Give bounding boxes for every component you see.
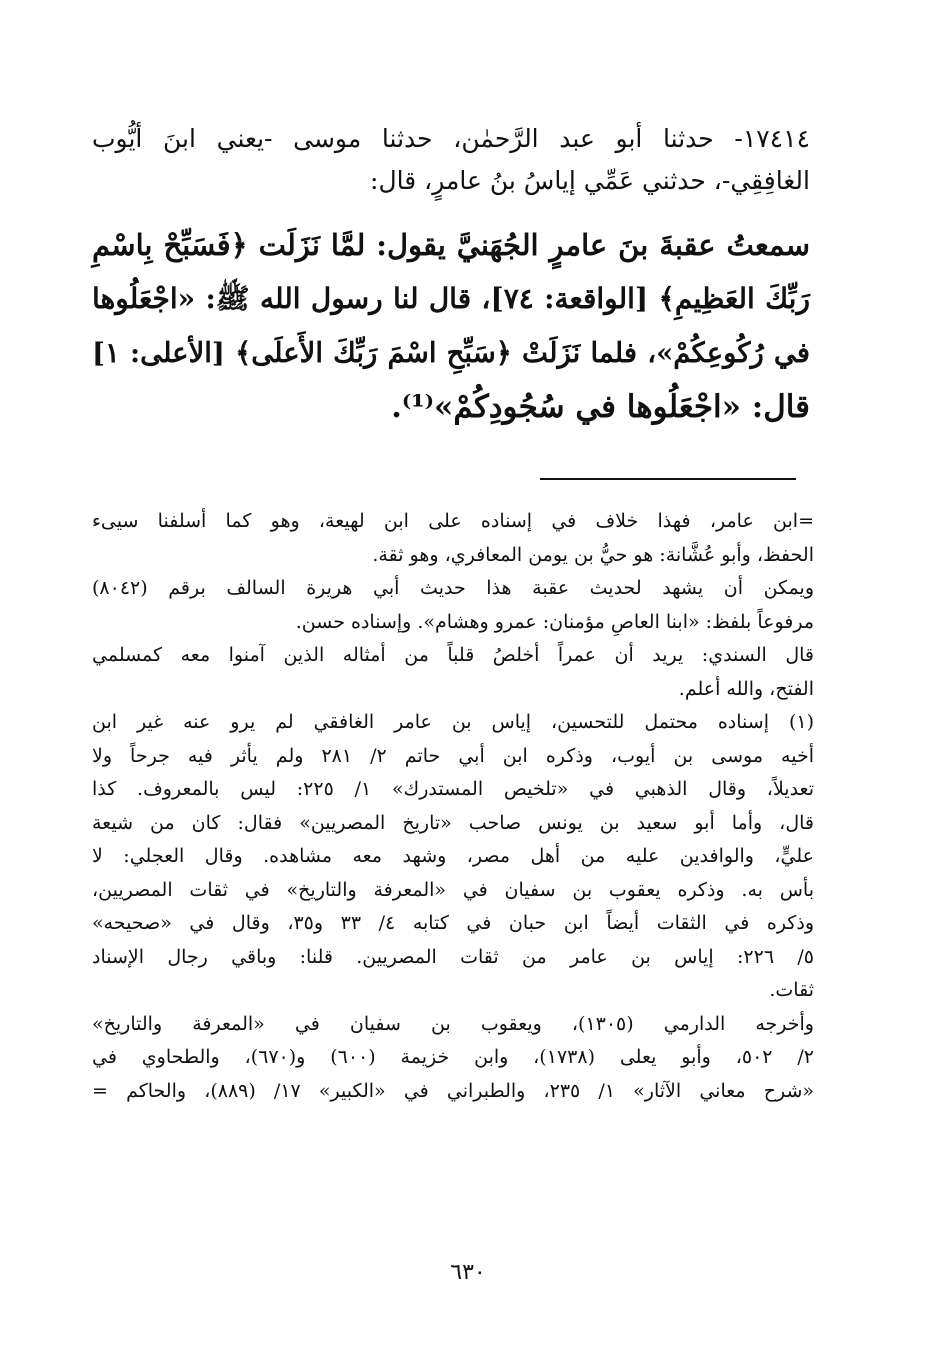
footnote-paragraph (92, 505, 814, 572)
footnote-line: قال، وأما أبو سعيد بن يونس صاحب «تاريخ المصريين» فقال: كان من شيعة (92, 811, 814, 834)
footnote-line: قال السندي: يريد أن عمراً أخلصُ قلباً من أمثاله الذين آمنوا معه كمسلمي (92, 644, 814, 666)
hadith-chain-line: ١٧٤١٤- حدثنا أبو عبد الرَّحمٰن، حدثنا موسى -يعني ابنَ أيُّوب (92, 124, 810, 153)
footnote-line: =ابن عامر، فهذا خلاف في إسناده على ابن لهيعة، وهو كما أسلفنا سيىء (92, 510, 814, 532)
footnote-line: وأخرجه الدارمي (١٣٠٥)، ويعقوب بن سفيان في «المعرفة والتاريخ» (92, 1012, 814, 1035)
hadith-text-line: في رُكُوعِكُمْ»، فلما نَزَلَتْ ﴿سَبِّحِ اسْمَ رَبِّكَ الأَعلَى﴾ [الأعلى: ١] (92, 337, 810, 369)
footnote-line: «شرح معاني الآثار» ١/ ٢٣٥، والطبراني في «الكبير» ١٧/ (٨٨٩)، والحاكم = (92, 1079, 815, 1102)
hadith-text-line: رَبِّكَ العَظِيمِ﴾ [الواقعة: ٧٤]، قال لنا رسول الله ﷺ: «اجْعَلُوها (92, 282, 810, 315)
footnote-line: ٥/ ٢٢٦: إياس بن عامر من ثقات المصريين. قلنا: وباقي رجال الإسناد (92, 945, 814, 968)
footnote-line: أخيه موسى بن أيوب، وذكره ابن أبي حاتم ٢/ ٢٨١ ولم يأثر فيه جرحاً ولا (92, 744, 814, 767)
footnote-paragraph (92, 1008, 814, 1109)
footnote-line: ويمكن أن يشهد لحديث عقبة هذا حديث أبي هريرة السالف برقم (٨٠٤٢) (92, 577, 814, 599)
footnote-line: ثقات. (769, 979, 814, 1001)
footnote-line: بأس به. وذكره يعقوب بن سفيان في «المعرفة والتاريخ» في ثقات المصريين، (92, 878, 814, 901)
footnotes (92, 505, 814, 1108)
footnote-paragraph (92, 706, 814, 1008)
footnote-line: تعديلاً، وقال الذهبي في «تلخيص المستدرك» ١/ ٢٢٥: ليس بالمعروف. كذا (92, 778, 814, 800)
hadith-text-line: قال: «اجْعَلُوها في سُجُودِكُمْ»⁽¹⁾. (391, 389, 810, 425)
footnote-line: مرفوعاً بلفظ: «ابنا العاصِ مؤمنان: عمرو وهشام». وإسناده حسن. (295, 610, 814, 633)
footnote-line: وذكره في الثقات أيضاً ابن حبان في كتابه ٤/ ٣٣ و٣٥، وقال في «صحيحه» (92, 912, 814, 934)
hadith-chain (92, 118, 810, 202)
footnote-paragraph (92, 572, 814, 639)
hadith-text (92, 218, 810, 434)
footnote-paragraph (92, 639, 814, 706)
footnote-line: ٢/ ٥٠٢، وأبو يعلى (١٧٣٨)، وابن خزيمة (٦٠٠) و(٦٧٠)، والطحاوي في (92, 1046, 814, 1068)
hadith-block (92, 118, 810, 434)
footnote-line: الفتح، والله أعلم. (678, 677, 814, 700)
footnote-separator (540, 478, 796, 480)
hadith-chain-line: الغافِقِي-، حدثني عَمِّي إياسُ بنُ عامرٍ، قال: (370, 166, 810, 195)
footnote-line: الحفظ، وأبو عُشَّانة: هو حيُّ بن يومن المعافري، وهو ثقة. (372, 543, 814, 566)
footnote-line: عليٍّ، والوافدين عليه من أهل مصر، وشهد معه مشاهده. وقال العجلي: لا (92, 845, 814, 867)
footnote-line: (١) إسناده محتمل للتحسين، إياس بن عامر الغافقي لم يرو عنه غير ابن (92, 711, 814, 733)
hadith-text-line: سمعتُ عقبةَ بنَ عامرٍ الجُهَنيَّ يقول: لمَّا نَزَلَت ﴿فَسَبِّحْ بِاسْمِ (92, 228, 810, 262)
page-number: ٦٣٠ (450, 1260, 486, 1285)
